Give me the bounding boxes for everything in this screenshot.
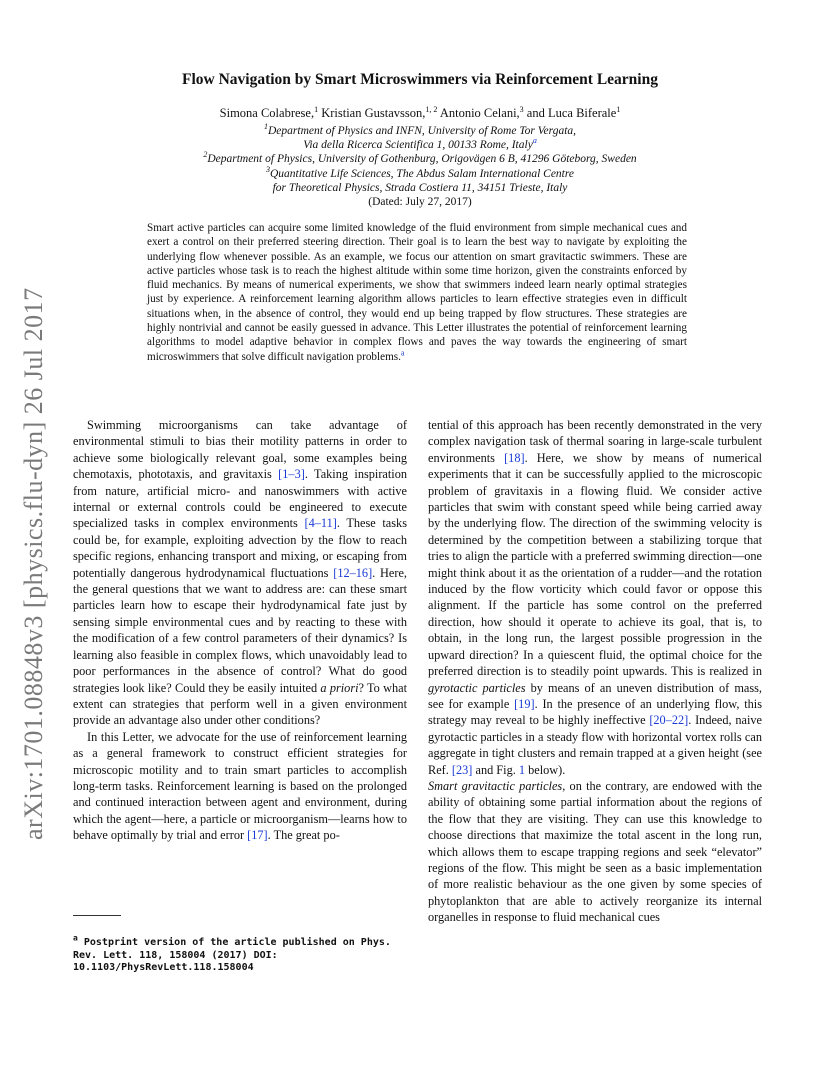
paragraph-text: by means of an uneven distribution of mass, see for example [428,680,762,711]
affiliation-marker: 1 [616,104,621,114]
citation-link[interactable]: [19] [514,696,535,711]
body-paragraph [73,729,407,844]
affiliation-text: Via della Ricerca Scientifica 1, 00133 Rome, Italy [303,139,533,152]
abstract [147,221,687,364]
affiliation-marker: 1 [314,104,319,114]
paragraph-text: ? To what extent can strategies that perform well in a given environment provide an advantage also under other conditions? [73,680,407,728]
affiliation-2 [110,152,730,166]
body-paragraph [428,778,762,926]
paragraph-text: . Indeed, naive gyrotactic particles in a steady flow with horizontal vortex rolls can aggregate in tight clusters and remain trapped at a given height (see Ref. [428,713,762,777]
paragraph-text: . In the presence of an underlying flow, this strategy may reveal to be highly ineffective [428,696,762,728]
affiliation-list [110,124,730,209]
paragraph-text: . Here, we show by means of numerical experiments that it can be successfully applied to the microscopic problem of gravitaxis in a flowing fluid. We consider active particles that swim with constant speed while being carried away by the underlying flow. The direction of the swimming velocity is determined by the competition between a stabilizing torque that tries to align the particle with a preferred swimming direction—one might think about it as the orientation of a rudder—and the rotation induced by the flow vorticity which could favor or oppose this alignment. If the particle has some control on the preferred direction, how should it operate to achieve its goal, that is, to obtain, in the long run, the largest possible progression in the upward direction? In a quiescent fluid, the optimal choice for the preferred direction is to steadily point upwards. This is realized in [428,450,762,679]
citation-link[interactable]: [20–22] [649,713,689,728]
affiliation-3-address [110,181,730,195]
footnote-marker: a [73,933,78,943]
arxiv-identifier-stamp: arXiv:1701.08848v3 [physics.flu-dyn] 26 Jul 2017 [19,287,48,840]
affiliation-1 [110,124,730,138]
body-column-right [428,417,762,926]
paragraph-text: , on the contrary, are endowed with the ability of obtaining some partial information about the regions of the flow that they are visiting. They can use this knowledge to choose directions that maximize the total ascent in the long run, which allows them to escape trapping regions and seek “elevator” regions of the flow. This might be seen as a basic implementation of more realistic behaviour as the one given by some species of phytoplankton that are able to actively reorganize its internal organelles in response to fluid mechanical cues [428,778,762,925]
affiliation-text: Quantitative Life Sciences, The Abdus Salam International Centre [269,167,575,180]
paragraph-text: . These tasks could be, for example, exploiting advection by the flow to reach specific regions, enhancing transport and mixing, or escaping from potentially dangerous hydrodynamical fluctuations [73,516,407,580]
body-column-left [73,417,407,844]
paragraph-text: . The great po- [267,828,340,843]
paragraph-text: tential of this approach has been recently demonstrated in the very complex navigation task of thermal soaring in large-scale turbulent environments [428,418,762,465]
paragraph-text: Swimming microorganisms can take advantage of environmental stimuli to bias their motility patterns in order to achieve some biologically relevant goal, some examples being chemotaxis, phototaxis, and gravitaxis [73,418,407,482]
affiliation-text: Department of Physics, University of Gothenburg, Origovägen 6 B, 41296 Göteborg, Sweden [207,153,637,166]
body-paragraph [73,417,407,729]
paragraph-text: . Here, the general questions that we want to address are: can these smart particles learn how to escape their hydrodynamical fate just by sensing simple environmental cues and by reacting to these with the modification of a few control parameters of their dynamics? Is learning also feasible in complex flows, which unavoidably lead to poor performances in the absence of control? What do good strategies look like? Could they be easily intuited [73,565,407,695]
paragraph-text: In this Letter, we advocate for the use of reinforcement learning as a general framework to construct efficient strategies for microscopic motility and to train smart particles to accomplish long-term tasks. Reinforcement learning is based on the prolonged and continued interaction between agent and environment, during which the agent—here, a particle or microorganism—learns how to behave optimally by trial and error [73,729,407,843]
affiliation-marker: 1, 2 [425,104,438,114]
paragraph-text: . Taking inspiration from nature, artificial micro- and nanoswimmers with active internal or external controls could be engineered to execute specialized tasks in complex environments [73,467,407,531]
abstract-text: Smart active particles can acquire some limited knowledge of the fluid environment from simple mechanical cues and exert a control on their preferred steering direction. Their goal is to learn the best way to navigate by exploiting the underlying flow whenever possible. As an example, we focus our attention on smart gravitactic swimmers. These are active particles whose task is to reach the highest altitude within some time horizon, given the constraints enforced by fluid mechanics. By means of numerical experiments, we show that swimmers indeed learn nearly optimal strategies just by experience. A reinforcement learning algorithm allows particles to learn effective strategies even in difficult situations when, in the absence of control, they would end up being trapped by flow structures. These strategies are highly nontrivial and cannot be easily guessed in advance. This Letter illustrates the potential of reinforcement learning algorithms to model adaptive behavior in complex flows and paves the way towards the engineering of smart microswimmers that solve difficult navigation problems. [147,222,687,363]
citation-link[interactable]: [12–16] [333,565,373,580]
citation-link[interactable]: [1–3] [278,467,305,482]
author-list [120,105,720,121]
author-name: Antonio Celani, [439,106,520,120]
emphasis-text: a priori [320,680,359,695]
emphasis-text: Smart gravitactic particles [428,778,563,793]
footnote-divider [73,915,121,916]
author-name: Simona Colabrese, [219,106,315,120]
author-name: and Luca Biferale [526,106,617,120]
citation-link[interactable]: [4–11] [304,516,337,531]
citation-link[interactable]: 1 [518,762,526,777]
citation-link[interactable]: [17] [247,828,268,843]
paragraph-text: below). [525,762,566,777]
dated-line: (Dated: July 27, 2017) [368,196,472,209]
citation-link[interactable]: [18] [504,450,525,465]
footnote-link[interactable]: a [400,347,405,357]
paragraph-text: and Fig. [472,762,519,777]
affiliation-marker: 1 [263,122,268,132]
affiliation-text: for Theoretical Physics, Strada Costiera 11, 34151 Trieste, Italy [272,181,568,194]
affiliation-3 [110,164,730,181]
author-name: Kristian Gustavsson, [321,106,426,120]
emphasis-text: gyrotactic particles [428,680,526,695]
affiliation-marker: 3 [519,104,524,114]
paper-title: Flow Navigation by Smart Microswimmers via Reinforcement Learning [182,71,658,88]
citation-link[interactable]: [23] [451,762,473,777]
affiliation-marker: 3 [265,164,270,174]
footnote-link[interactable]: a [532,136,537,146]
footnote [73,933,407,975]
body-paragraph [428,417,762,778]
affiliation-marker: 2 [203,150,208,160]
footnote-text: Postprint version of the article published on Phys. Rev. Lett. 118, 158004 (2017) DOI: 10.1103/PhysRevLett.118.158004 [73,937,391,974]
affiliation-text: Department of Physics and INFN, University of Rome Tor Vergata, [267,125,577,137]
